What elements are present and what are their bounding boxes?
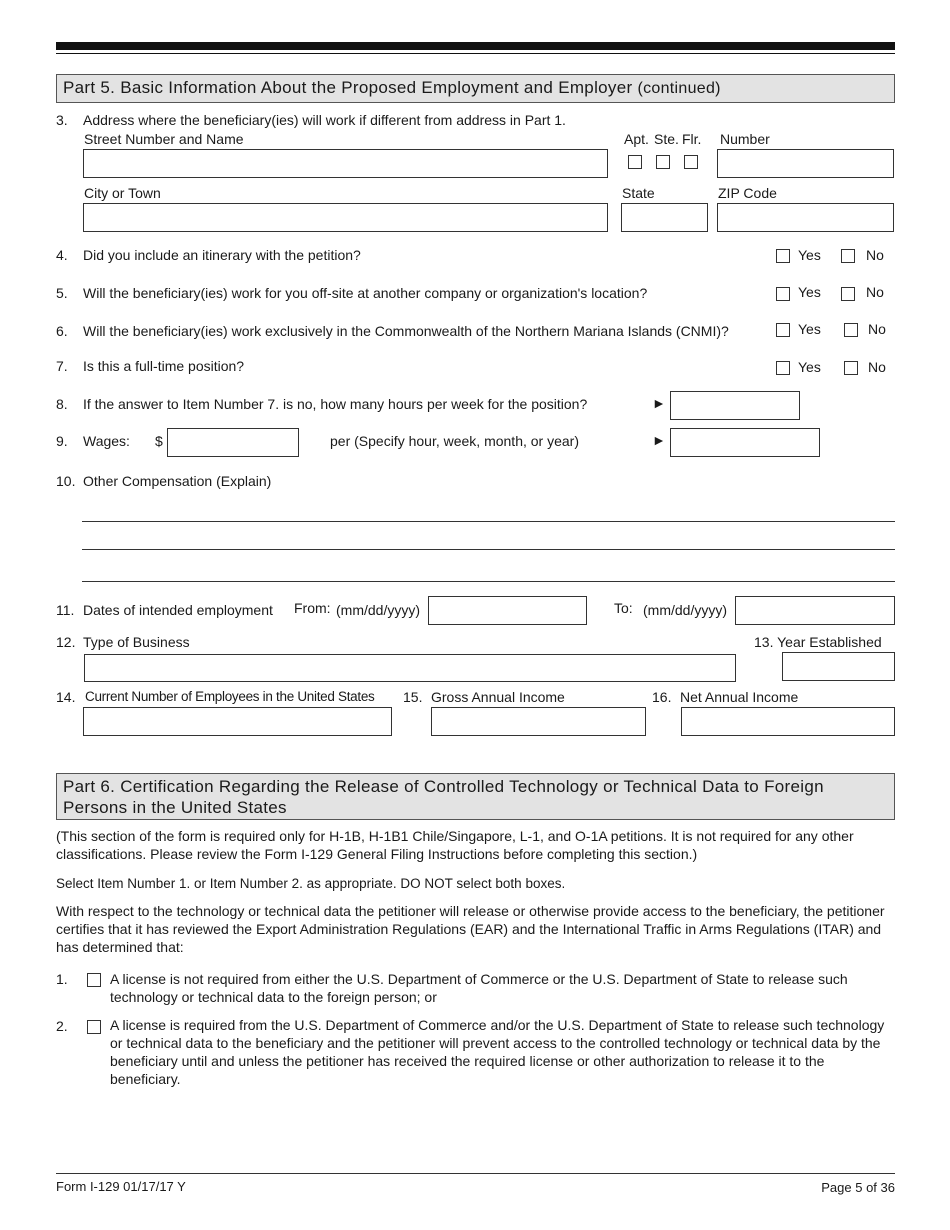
part5-header <box>56 74 895 103</box>
wage-period-input[interactable] <box>670 428 820 457</box>
q7-yes-label: Yes <box>798 359 821 375</box>
q11-from-format: (mm/dd/yyyy) <box>336 602 420 618</box>
q11-to-format: (mm/dd/yyyy) <box>643 602 727 618</box>
type-of-business-input[interactable] <box>84 654 736 682</box>
q7-label: Is this a full-time position? <box>83 358 245 374</box>
q8-number: 8. <box>56 396 68 412</box>
footer-rule <box>56 1173 895 1174</box>
to-date-input[interactable] <box>735 596 895 625</box>
ste-checkbox[interactable] <box>656 155 670 169</box>
q4-number: 4. <box>56 247 68 263</box>
q11-from-label: From: <box>294 600 331 616</box>
hours-per-week-input[interactable] <box>670 391 800 420</box>
q6-no-label: No <box>868 321 886 337</box>
item2-number: 2. <box>56 1018 68 1034</box>
q12-label: Type of Business <box>83 634 190 650</box>
q8-label-ref: Item Number 7. <box>182 396 280 412</box>
q5-label: Will the beneficiary(ies) work for you off-site at another company or organization's location? <box>83 285 648 301</box>
q6-yes-checkbox[interactable] <box>776 323 790 337</box>
flr-label: Flr. <box>682 131 702 147</box>
q3-label-ref: Part 1. <box>524 112 566 128</box>
q7-number: 7. <box>56 358 68 374</box>
q5-number: 5. <box>56 285 68 301</box>
q10-number: 10. <box>56 473 76 489</box>
q9-label: Wages: <box>83 433 130 449</box>
q14-label: Current Number of Employees in the United States <box>85 689 375 704</box>
q4-yes-checkbox[interactable] <box>776 249 790 263</box>
q6-label: Will the beneficiary(ies) work exclusively in the Commonwealth of the Northern Mariana Islands (CNMI)? <box>83 323 729 339</box>
q9-per-label: per (Specify hour, week, month, or year) <box>330 433 579 449</box>
apt-label: Apt. <box>624 131 649 147</box>
q11-label: Dates of intended employment <box>83 602 273 618</box>
footer-page-number: Page 5 of 36 <box>821 1180 895 1195</box>
q16-label: Net Annual Income <box>680 689 799 705</box>
q8-label-a: If the answer to <box>83 396 179 412</box>
apt-checkbox[interactable] <box>628 155 642 169</box>
year-established-input[interactable] <box>782 652 895 681</box>
employees-input[interactable] <box>83 707 392 736</box>
gross-income-input[interactable] <box>431 707 646 736</box>
q9-number: 9. <box>56 433 68 449</box>
q5-no-label: No <box>866 284 884 300</box>
top-thick-rule <box>56 42 895 50</box>
q13-label: 13. Year Established <box>754 634 882 650</box>
other-compensation-line-3[interactable] <box>82 581 895 582</box>
part6-intro: With respect to the technology or technical data the petitioner will release or otherwise provide access to the beneficiary, the petitioner certifies that it has reviewed the Export Administration Regulations (EAR) and the International Traffic in Arms Regulations (ITAR) and has determined that: <box>56 903 885 955</box>
q11-to-label: To: <box>614 600 633 616</box>
other-compensation-line-1[interactable] <box>82 521 895 522</box>
number-label: Number <box>720 131 770 147</box>
wages-input[interactable] <box>167 428 299 457</box>
q12-number: 12. <box>56 634 76 650</box>
q6-yes-label: Yes <box>798 321 821 337</box>
q4-no-checkbox[interactable] <box>841 249 855 263</box>
item1-checkbox[interactable] <box>87 973 101 987</box>
net-income-input[interactable] <box>681 707 895 736</box>
q8-label <box>83 395 587 413</box>
number-input[interactable] <box>717 149 894 178</box>
q3-label <box>83 111 566 129</box>
from-date-input[interactable] <box>428 596 587 625</box>
q10-label: Other Compensation (Explain) <box>83 473 272 489</box>
q16-number: 16. <box>652 689 672 705</box>
item2-text: A license is required from the U.S. Department of Commerce and/or the U.S. Department of State to release such technology or technical data to the beneficiary and the petitioner will prevent access to the controlled technology or technical data by the beneficiary until and unless the petitioner has received the required license or other authorization to release it to the beneficiary. <box>110 1017 885 1087</box>
item1-text: A license is not required from either the U.S. Department of Commerce or the U.S. Department of State to release such technology or technical data to the foreign person; or <box>110 971 848 1005</box>
q8-arrow-icon: ► <box>652 395 666 411</box>
q5-no-checkbox[interactable] <box>841 287 855 301</box>
street-input[interactable] <box>83 149 608 178</box>
q14-number: 14. <box>56 689 76 705</box>
q6-no-checkbox[interactable] <box>844 323 858 337</box>
q15-number: 15. <box>403 689 423 705</box>
zip-label: ZIP Code <box>718 185 777 201</box>
top-thin-rule <box>56 53 895 54</box>
state-select[interactable] <box>621 203 708 232</box>
q5-yes-label: Yes <box>798 284 821 300</box>
q7-no-checkbox[interactable] <box>844 361 858 375</box>
part5-title-suffix: (continued) <box>637 80 721 97</box>
other-compensation-line-2[interactable] <box>82 549 895 550</box>
footer-form-id: Form I-129 01/17/17 Y <box>56 1179 186 1194</box>
q7-yes-checkbox[interactable] <box>776 361 790 375</box>
street-label: Street Number and Name <box>84 131 244 147</box>
flr-checkbox[interactable] <box>684 155 698 169</box>
q15-label: Gross Annual Income <box>431 689 565 705</box>
part6-header <box>56 773 895 820</box>
q9-arrow-icon: ► <box>652 432 666 448</box>
q9-currency: $ <box>155 433 163 449</box>
q5-yes-checkbox[interactable] <box>776 287 790 301</box>
zip-input[interactable] <box>717 203 894 232</box>
part6-title: Part 6. Certification Regarding the Release of Controlled Technology or Technical Data to Foreign Persons in the United States <box>63 777 824 817</box>
q6-number: 6. <box>56 323 68 339</box>
q8-label-b: is no, how many hours per week for the position? <box>282 396 588 412</box>
state-label: State <box>622 185 655 201</box>
item1-number: 1. <box>56 971 68 987</box>
q4-yes-label: Yes <box>798 247 821 263</box>
city-input[interactable] <box>83 203 608 232</box>
q4-no-label: No <box>866 247 884 263</box>
city-label: City or Town <box>84 185 161 201</box>
part6-note: (This section of the form is required only for H-1B, H-1B1 Chile/Singapore, L-1, and O-1A petitions. It is not required for any other classifications. Please review the Form I-129 General Filing Instructions before completing this section.) <box>56 828 854 862</box>
q11-number: 11. <box>56 602 75 618</box>
item2-checkbox[interactable] <box>87 1020 101 1034</box>
part5-title: Part 5. Basic Information About the Proposed Employment and Employer <box>63 78 633 97</box>
q3-label-text: Address where the beneficiary(ies) will work if different from address in <box>83 112 521 128</box>
ste-label: Ste. <box>654 131 679 147</box>
part6-select-note: Select Item Number 1. or Item Number 2. as appropriate. DO NOT select both boxes. <box>56 876 566 891</box>
q4-label: Did you include an itinerary with the petition? <box>83 247 361 263</box>
q3-number: 3. <box>56 112 68 128</box>
q7-no-label: No <box>868 359 886 375</box>
